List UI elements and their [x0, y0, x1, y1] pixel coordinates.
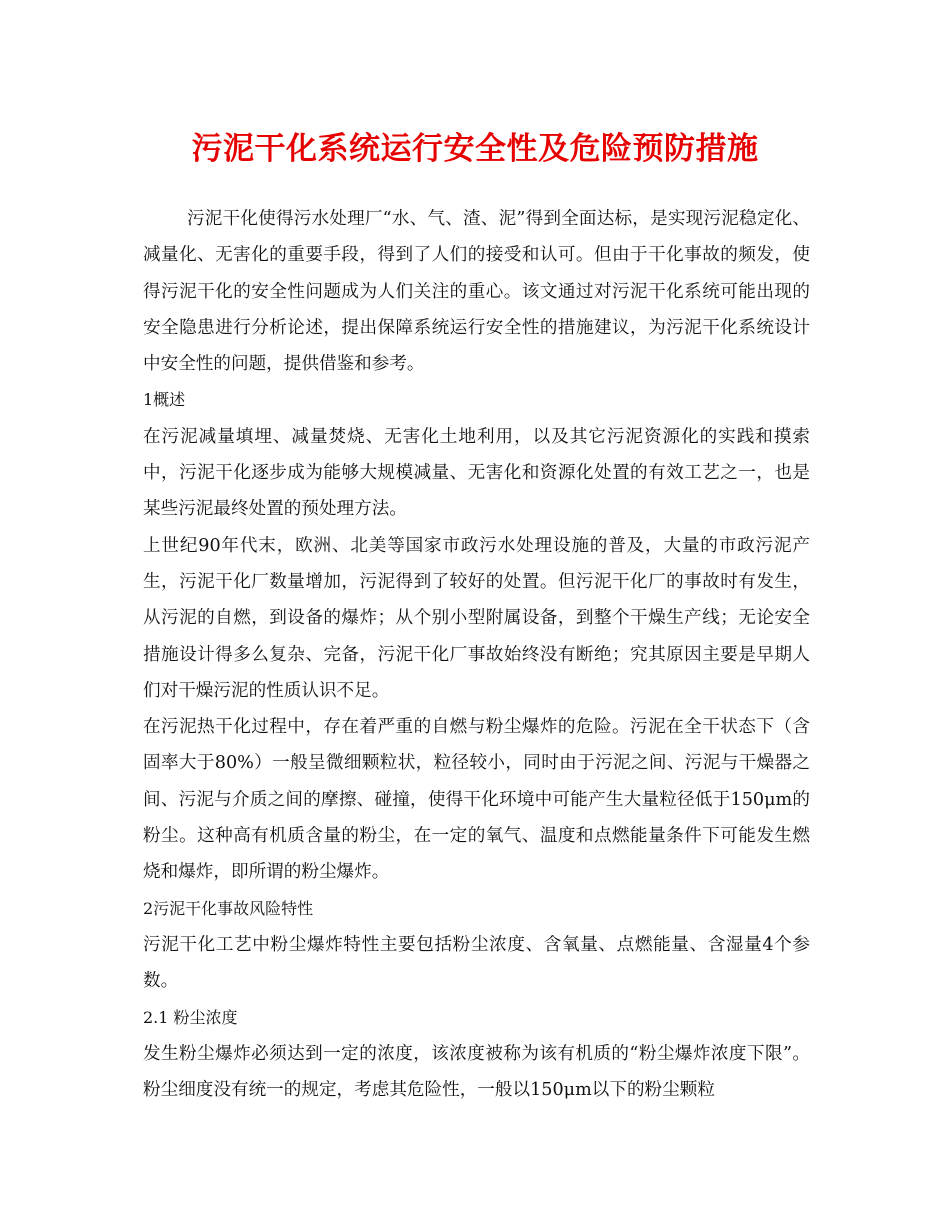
body-paragraph: 在污泥热干化过程中，存在着严重的自燃与粉尘爆炸的危险。污泥在全干状态下（含固率大于80%）一般呈微细颗粒状，粒径较小，同时由于污泥之间、污泥与干燥器之间、污泥与介质之间的摩擦、碰撞，使得干化环境中可能产生大量粒径低于150μm的粉尘。这种高有机质含量的粉尘，在一定的氧气、温度和点燃能量条件下可能发生燃烧和爆炸，即所谓的粉尘爆炸。	[143, 717, 810, 883]
document-body	[143, 201, 810, 1108]
section-heading-overview: 1概述	[143, 390, 186, 410]
body-paragraph: 在污泥减量填埋、减量焚烧、无害化土地利用，以及其它污泥资源化的实践和摸索中，污泥干化逐步成为能够大规模减量、无害化和资源化处置的有效工艺之一，也是某些污泥最终处置的预处理方法。	[143, 426, 810, 520]
body-paragraph: 污泥干化工艺中粉尘爆炸特性主要包括粉尘浓度、含氧量、点燃能量、含湿量4个参数。	[143, 934, 810, 992]
subsection-heading-dust: 2.1 粉尘浓度	[143, 1007, 238, 1027]
section-heading-risk: 2污泥干化事故风险特性	[143, 898, 314, 918]
document-title: 污泥干化系统运行安全性及危险预防措施	[191, 131, 759, 167]
intro-paragraph: 污泥干化使得污水处理厂“水、气、渣、泥”得到全面达标，是实现污泥稳定化、减量化、无害化的重要手段，得到了人们的接受和认可。但由于干化事故的频发，使得污泥干化的安全性问题成为人们关注的重心。该文通过对污泥干化系统可能出现的安全隐患进行分析论述，提出保障系统运行安全性的措施建议，为污泥干化系统设计中安全性的问题，提供借鉴和参考。	[143, 209, 810, 375]
body-paragraph: 发生粉尘爆炸必须达到一定的浓度，该浓度被称为该有机质的“粉尘爆炸浓度下限”。粉尘细度没有统一的规定，考虑其危险性，一般以150μm以下的粉尘颗粒	[143, 1043, 810, 1101]
body-paragraph: 上世纪90年代末，欧洲、北美等国家市政污水处理设施的普及，大量的市政污泥产生，污泥干化厂数量增加，污泥得到了较好的处置。但污泥干化厂的事故时有发生，从污泥的自燃，到设备的爆炸；从个别小型附属设备，到整个干燥生产线；无论安全措施设计得多么复杂、完备，污泥干化厂事故始终没有断绝；究其原因主要是早期人们对干燥污泥的性质认识不足。	[143, 535, 810, 701]
